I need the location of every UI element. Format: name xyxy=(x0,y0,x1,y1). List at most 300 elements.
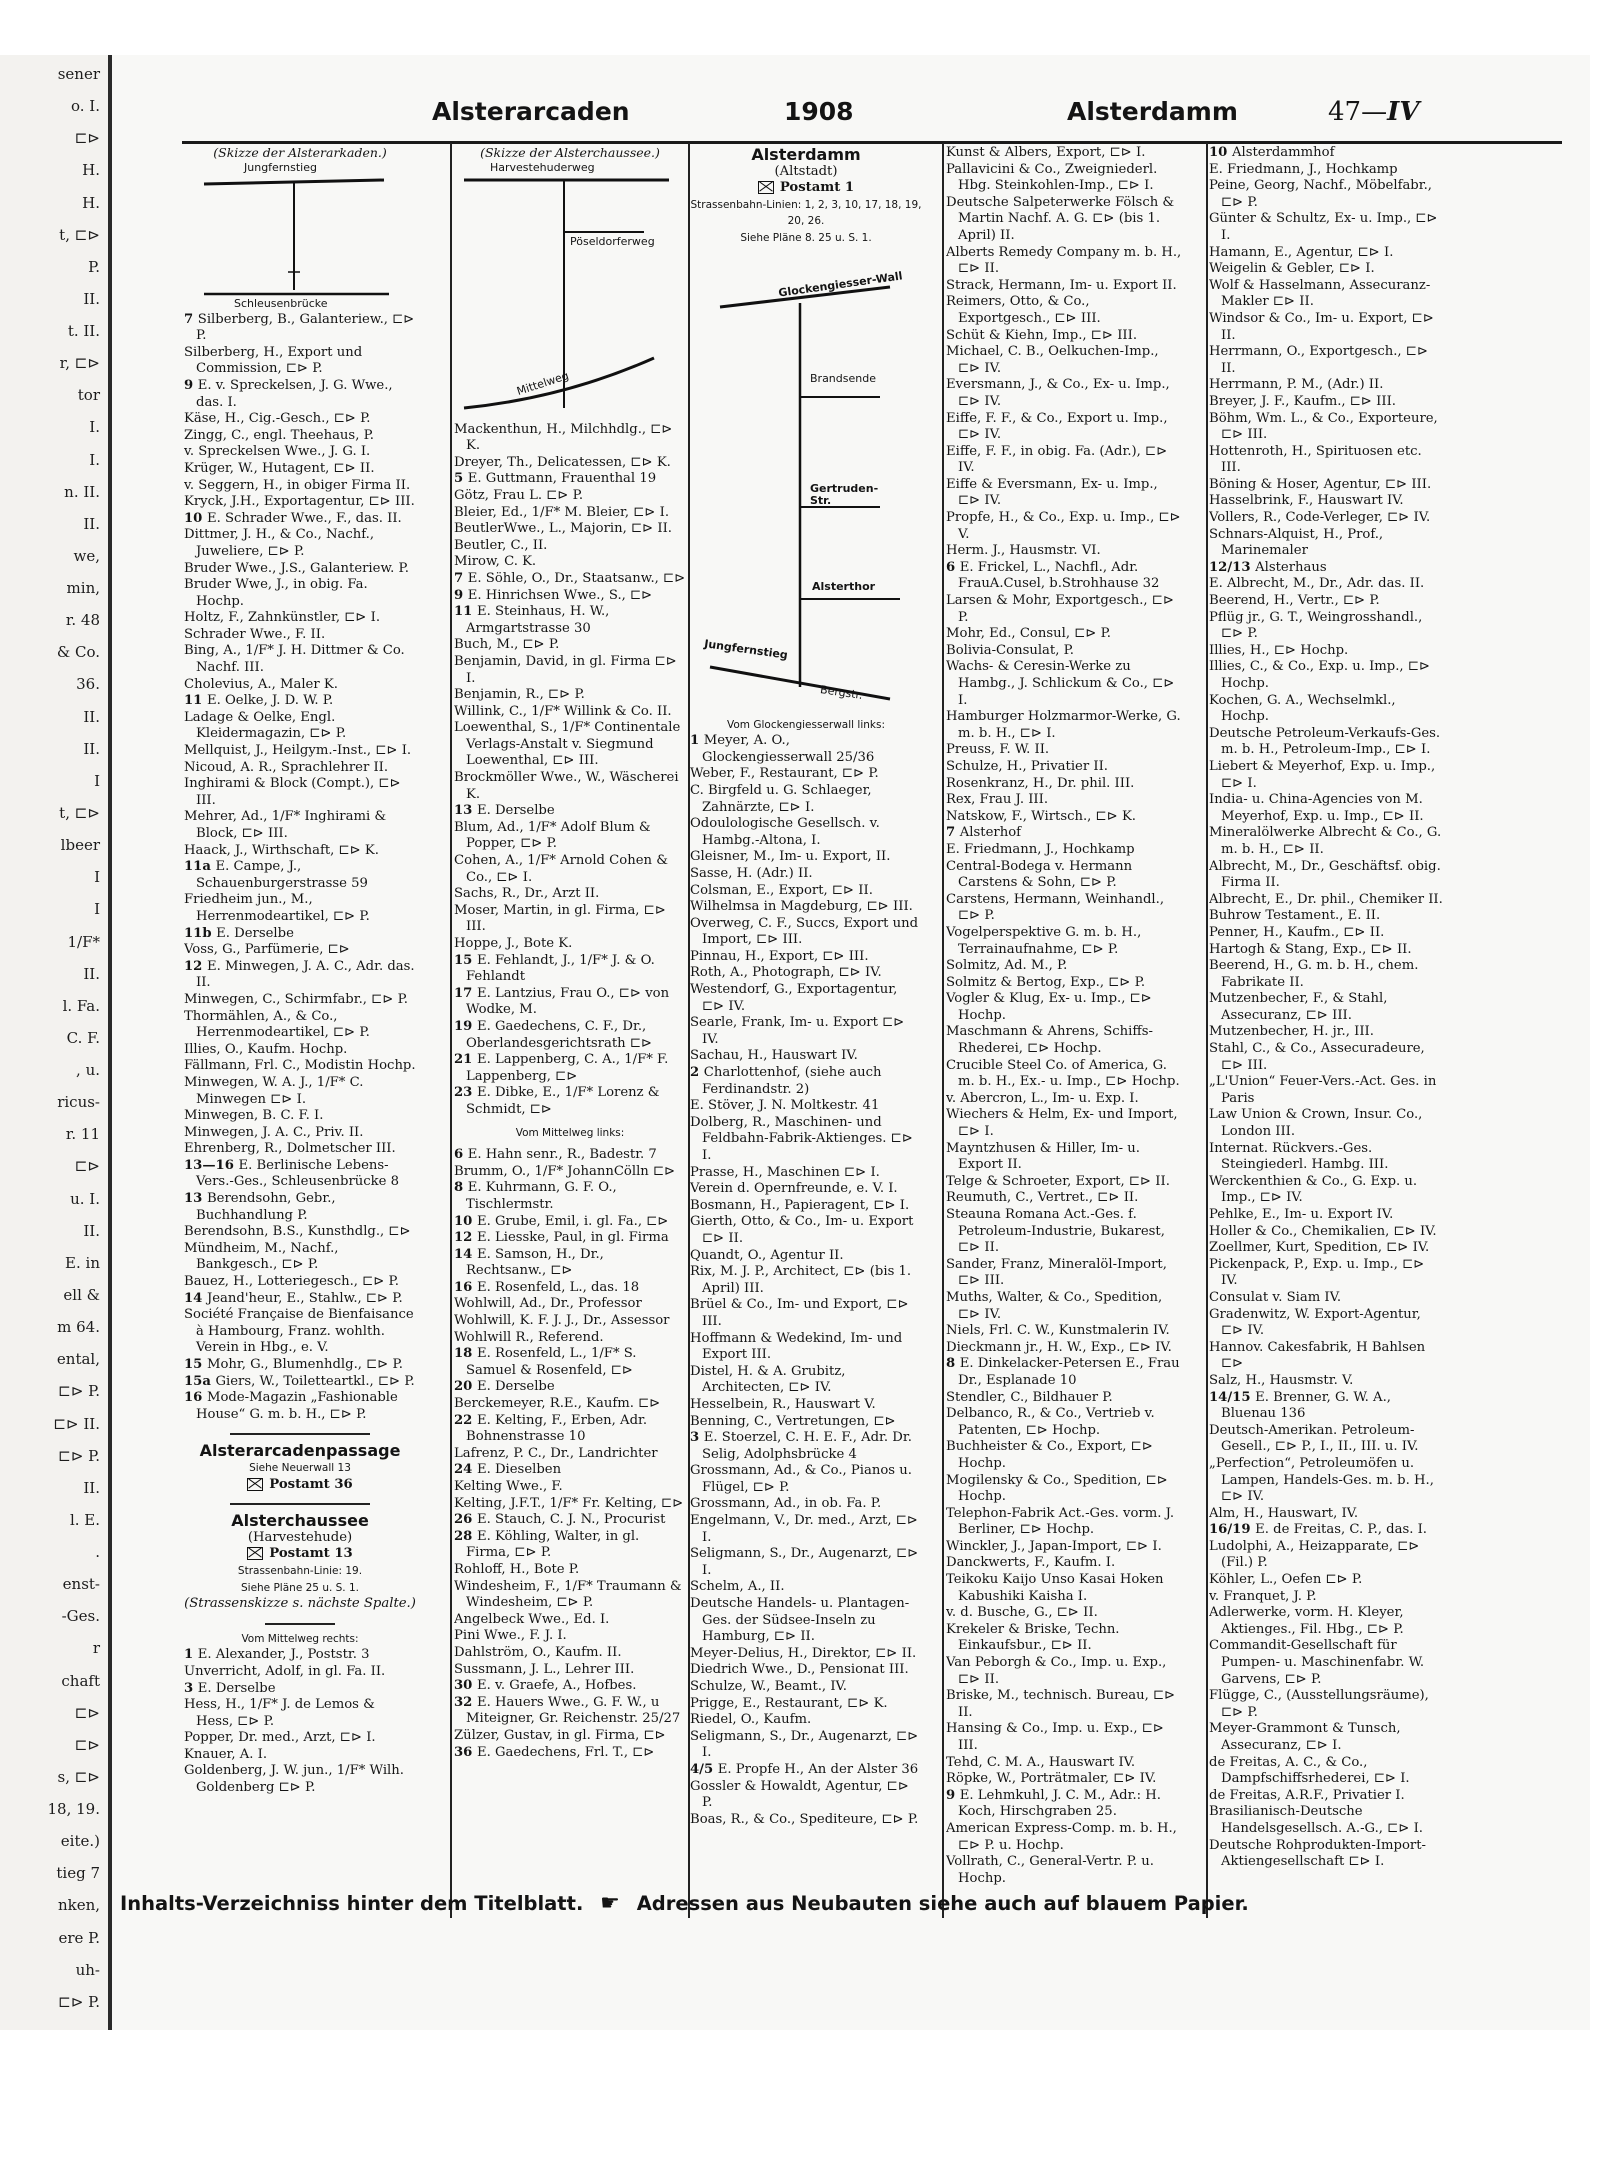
directory-entry xyxy=(1209,693,1445,726)
entry-text: Ehrenberg, R., Dolmetscher III. xyxy=(184,1141,396,1157)
directory-entry xyxy=(1209,1423,1445,1456)
footer-new-buildings-note: Adressen aus Neubauten siehe auch auf blauem Papier. xyxy=(636,1892,1249,1915)
house-number: 6 xyxy=(946,559,960,575)
sketch-label: Brandsende xyxy=(810,371,876,385)
running-header-year: 1908 xyxy=(784,97,854,126)
postamt: Postamt 1 xyxy=(690,180,922,197)
entry-text: Alsterhaus xyxy=(1255,559,1327,575)
entry-text: Hesselbein, R., Hauswart V. xyxy=(690,1396,876,1412)
house-number: 12/13 xyxy=(1209,559,1256,575)
footer-index-note: Inhalts-Verzeichniss hinter dem Titelblatt. xyxy=(120,1892,584,1915)
directory-entry xyxy=(1209,859,1445,892)
edge-text-fragment: P. xyxy=(88,257,100,276)
entry-text: Kelting Wwe., F. xyxy=(454,1479,563,1494)
entry-text: Kunst & Albers, Export, ⊏⊳ I. xyxy=(946,145,1146,160)
entry-text: Hamann, E., Agentur, ⊏⊳ I. xyxy=(1209,244,1394,260)
directory-entry xyxy=(184,1307,416,1357)
directory-entry xyxy=(946,1622,1182,1655)
directory-entry xyxy=(946,1539,1182,1556)
entry-text: Deutsche Salpeterwerke Fölsch & Martin Nachf. A. G. ⊏⊳ (bis 1. April) II. xyxy=(946,194,1175,243)
directory-entry xyxy=(454,1164,686,1181)
entry-text: Eiffe & Eversmann, Ex- u. Imp., ⊏⊳ IV. xyxy=(946,476,1158,509)
directory-entry xyxy=(1209,1207,1445,1224)
entry-text: E. Rosenfeld, L., das. 18 xyxy=(476,1279,640,1295)
entry-text: Reimers, Otto, & Co., Exportgesch., ⊏⊳ III. xyxy=(946,294,1101,326)
sketch-note: (Strassenskizze s. nächste Spalte.) xyxy=(184,1596,416,1612)
entry-text: Albrecht, M., Dr., Geschäftsf. obig. Firma II. xyxy=(1209,858,1441,891)
edge-text-fragment: I xyxy=(94,868,100,887)
entry-text: Zingg, C., engl. Theehaus, P. xyxy=(184,427,374,443)
direction-label: Vom Glockengiesserwall links: xyxy=(727,718,885,731)
entry-text: Eiffe, F. F., & Co., Export u. Imp., ⊏⊳ IV. xyxy=(946,410,1168,443)
entry-text: Dittmer, J. H., & Co., Nachf., Juweliere, ⊏⊳ P. xyxy=(184,527,375,559)
directory-entry xyxy=(454,1346,686,1379)
entry-text: Schüt & Kiehn, Imp., ⊏⊳ III. xyxy=(946,327,1138,343)
entry-text: Knauer, A. I. xyxy=(184,1746,268,1762)
house-number: 16/19 xyxy=(1209,1522,1256,1538)
entry-text: E. Grube, Emil, i. gl. Fa., ⊏⊳ xyxy=(476,1213,669,1229)
entry-text: Krüger, W., Hutagent, ⊏⊳ II. xyxy=(184,460,375,476)
entry-text: E. Lantzius, Frau O., ⊏⊳ von Wodke, M. xyxy=(466,985,670,1018)
house-number: 13—16 xyxy=(184,1157,239,1173)
edge-text-fragment: r. 11 xyxy=(65,1125,100,1144)
entry-text: Bauez, H., Lotteriegesch., ⊏⊳ P. xyxy=(184,1274,399,1290)
edge-text-fragment: I xyxy=(94,900,100,919)
entry-text: Salz, H., Hausmstr. V. xyxy=(1209,1372,1354,1388)
directory-entry xyxy=(946,892,1182,925)
directory-entry xyxy=(184,843,416,860)
directory-entry xyxy=(1209,560,1445,577)
edge-text-fragment: nken, xyxy=(57,1896,100,1915)
entry-text: Stendler, C., Bildhauer P. xyxy=(946,1389,1113,1405)
directory-entry xyxy=(946,1854,1182,1887)
directory-entry xyxy=(454,1296,686,1313)
entry-text: Eversmann, J., & Co., Ex- u. Imp., ⊏⊳ IV. xyxy=(946,377,1170,409)
directory-entry xyxy=(1209,261,1445,278)
entry-text: Schulze, W., Beamt., IV. xyxy=(690,1679,847,1694)
directory-entry xyxy=(946,1771,1182,1788)
directory-entry xyxy=(454,687,686,704)
directory-entry xyxy=(690,866,922,883)
edge-text-fragment: II. xyxy=(83,514,100,533)
edge-text-fragment: C. F. xyxy=(66,1028,100,1047)
entry-text: Wolf & Hasselmann, Assecuranz-Makler ⊏⊳ II. xyxy=(1209,277,1431,310)
directory-entry xyxy=(454,637,686,654)
directory-entry xyxy=(946,145,1182,162)
directory-entry xyxy=(690,766,922,783)
entry-text: Delbanco, R., & Co., Vertrieb v. Patenten, ⊏⊳ Hochp. xyxy=(946,1406,1155,1438)
directory-entry xyxy=(184,892,416,925)
entry-text: Riedel, O., Kaufm. xyxy=(690,1712,812,1728)
edge-text-fragment: r, ⊏⊳ xyxy=(59,354,100,373)
directory-entry xyxy=(184,561,416,578)
street-heading: Alsterdamm xyxy=(751,145,861,164)
edge-text-fragment: H. xyxy=(82,193,100,212)
entry-text: E. Dieselben xyxy=(476,1462,562,1478)
directory-entry xyxy=(454,455,686,472)
directory-entry xyxy=(184,1357,416,1374)
sketch-title: (Skizze der Alsterchaussee.) xyxy=(480,145,660,160)
entry-text: Mineralölwerke Albrecht & Co., G. m. b. H., ⊏⊳ II. xyxy=(1209,825,1442,857)
edge-text-fragment: , u. xyxy=(76,1061,100,1080)
entry-text: American Express-Comp. m. b. H., ⊏⊳ P. u. Hochp. xyxy=(946,1820,1177,1853)
edge-text-fragment: lbeer xyxy=(60,836,100,855)
entry-text: Steauna Romana Act.-Ges. f. Petroleum-Industrie, Bukarest, ⊏⊳ II. xyxy=(946,1207,1165,1256)
directory-entry xyxy=(690,733,922,766)
directory-entry xyxy=(946,328,1182,345)
entry-text: Deutsche Petroleum-Verkaufs-Ges. m. b. H., Petroleum-Imp., ⊏⊳ I. xyxy=(1209,725,1441,758)
entry-text: India- u. China-Agencies von M. Meyerhof, Exp. u. Imp., ⊏⊳ II. xyxy=(1209,792,1424,824)
directory-entry xyxy=(1209,527,1445,560)
directory-entry xyxy=(690,1779,922,1812)
entry-text: Vogelperspektive G. m. b. H., Terrainaufnahme, ⊏⊳ P. xyxy=(946,924,1142,957)
directory-entry xyxy=(454,1645,686,1662)
entry-text: Commandit-Gesellschaft für Pumpen- u. Maschinenfabr. W. Garvens, ⊏⊳ P. xyxy=(1209,1638,1425,1687)
entry-text: „Perfection“, Petroleumöfen u. Lampen, Handels-Ges. m. b. H., ⊏⊳ IV. xyxy=(1209,1455,1434,1505)
house-number: 32 xyxy=(454,1694,477,1710)
house-number: 9 xyxy=(946,1787,960,1803)
house-number: 6 xyxy=(454,1147,468,1163)
directory-entry xyxy=(946,776,1182,793)
house-number: 7 xyxy=(946,825,960,841)
directory-entry xyxy=(454,1379,686,1396)
entry-text: E. Rosenfeld, L., 1/F* S. Samuel & Rosenfeld, ⊏⊳ xyxy=(466,1346,637,1378)
directory-entry xyxy=(454,820,686,853)
entry-text: v. Seggern, H., in obiger Firma II. xyxy=(184,477,411,493)
edge-text-fragment: we, xyxy=(73,546,100,565)
address-list xyxy=(1209,145,1445,1871)
directory-entry xyxy=(1209,1605,1445,1638)
entry-text: Seligmann, S., Dr., Augenarzt, ⊏⊳ I. xyxy=(690,1546,919,1578)
entry-text: Penner, H., Kaufm., ⊏⊳ II. xyxy=(1209,924,1385,940)
directory-entry xyxy=(946,1207,1182,1257)
directory-entry xyxy=(690,965,922,982)
entry-text: Reumuth, C., Vertret., ⊏⊳ II. xyxy=(946,1190,1139,1206)
entry-text: Minwegen, B. C. F. I. xyxy=(184,1108,324,1124)
directory-entry xyxy=(690,1214,922,1247)
directory-entry xyxy=(690,1115,922,1165)
entry-text: Solmitz & Bertog, Exp., ⊏⊳ P. xyxy=(946,974,1146,990)
directory-entry xyxy=(690,1264,922,1297)
directory-entry xyxy=(184,627,416,644)
entry-text: Prigge, E., Restaurant, ⊏⊳ K. xyxy=(690,1695,888,1711)
entry-text: E. Hinrichsen Wwe., S., ⊏⊳ xyxy=(467,587,653,603)
house-number: 21 xyxy=(454,1052,477,1068)
directory-entry xyxy=(690,916,922,949)
directory-entry xyxy=(184,710,416,743)
directory-entry xyxy=(454,1214,686,1231)
header-rule xyxy=(182,141,1562,144)
edge-text-fragment: ⊏⊳ P. xyxy=(58,1382,100,1401)
column-divider xyxy=(1206,143,1208,1918)
entry-text: Mackenthun, H., Milchhdlg., ⊏⊳ K. xyxy=(454,421,673,454)
directory-entry xyxy=(184,461,416,478)
directory-entry xyxy=(454,1230,686,1247)
directory-entry xyxy=(454,1562,686,1579)
entry-text: Vollers, R., Code-Verleger, ⊏⊳ IV. xyxy=(1209,510,1431,526)
directory-entry xyxy=(946,444,1182,477)
entry-text: Berendsohn, Gebr., Buchhandlung P. xyxy=(196,1191,336,1223)
edge-text-fragment: I. xyxy=(89,418,100,437)
directory-entry xyxy=(1209,510,1445,527)
entry-text: Götz, Frau L. ⊏⊳ P. xyxy=(454,487,584,503)
directory-entry xyxy=(1209,278,1445,311)
entry-text: Käse, H., Cig.-Gesch., ⊏⊳ P. xyxy=(184,411,371,427)
directory-entry xyxy=(454,1612,686,1629)
entry-text: Meyer-Grammont & Tunsch, Assecuranz, ⊏⊳ I. xyxy=(1209,1721,1401,1753)
directory-entry xyxy=(1209,576,1445,593)
entry-text: Rohloff, H., Bote P. xyxy=(454,1561,580,1577)
house-number: 24 xyxy=(454,1462,477,1478)
directory-entry xyxy=(454,571,686,588)
entry-text: Inghirami & Block (Compt.), ⊏⊳ III. xyxy=(184,776,401,808)
directory-entry xyxy=(454,1413,686,1446)
entry-text: Holler & Co., Chemikalien, ⊏⊳ IV. xyxy=(1209,1223,1437,1239)
entry-text: Illies, C., & Co., Exp. u. Imp., ⊏⊳ Hochp. xyxy=(1209,659,1431,691)
directory-entry xyxy=(184,444,416,461)
directory-entry xyxy=(184,378,416,411)
separator-rule xyxy=(230,1433,369,1435)
directory-entry xyxy=(454,1695,686,1728)
directory-entry xyxy=(184,312,416,345)
edge-text-fragment: u. I. xyxy=(70,1189,100,1208)
separator-rule xyxy=(230,1503,369,1505)
district-label: (Harvestehude) xyxy=(247,1529,353,1545)
entry-text: E. Stöver, J. N. Moltkestr. 41 xyxy=(690,1098,880,1114)
directory-entry xyxy=(1209,493,1445,510)
entry-text: Bosmann, H., Papieragent, ⊏⊳ I. xyxy=(690,1197,910,1213)
tram-lines: Strassenbahn-Linien: 1, 2, 3, 10, 17, 18, 19, 20, 26. xyxy=(690,198,922,228)
entry-text: E. Friedmann, J., Hochkamp xyxy=(1209,161,1398,177)
entry-text: Sasse, H. (Adr.) II. xyxy=(690,865,813,881)
entry-text: Herm. J., Hausmstr. VI. xyxy=(946,543,1101,559)
entry-text: E. Albrecht, M., Dr., Adr. das. II. xyxy=(1209,576,1425,592)
entry-text: E. Hauers Wwe., G. F. W., u Miteigner, Gr. Reichenstr. 25/27 xyxy=(466,1694,681,1727)
entry-text: Böning & Hoser, Agentur, ⊏⊳ III. xyxy=(1209,476,1432,492)
house-number: 28 xyxy=(454,1528,477,1544)
directory-entry xyxy=(184,1141,416,1158)
entry-text: Beutler, C., II. xyxy=(454,537,548,553)
directory-entry xyxy=(184,1374,416,1391)
entry-text: E. Liesske, Paul, in gl. Firma xyxy=(476,1230,669,1246)
edge-text-fragment: eite.) xyxy=(60,1832,100,1851)
directory-entry xyxy=(1209,162,1445,179)
entry-text: Hess, H., 1/F* J. de Lemos & Hess, ⊏⊳ P. xyxy=(184,1697,375,1729)
entry-text: E. Dinkelacker-Petersen E., Frau Dr., Esplanade 10 xyxy=(958,1356,1180,1388)
directory-entry xyxy=(1209,1373,1445,1390)
house-number: 23 xyxy=(454,1085,477,1101)
directory-entry xyxy=(1209,1522,1445,1539)
entry-text: Mutzenbecher, F., & Stahl, Assecuranz, ⊏⊳ III. xyxy=(1209,991,1388,1023)
entry-text: Sachau, H., Hauswart IV. xyxy=(690,1048,858,1064)
column-2 xyxy=(454,145,686,1915)
postamt: Postamt 36 xyxy=(184,1477,416,1494)
sketch-label-bottom: Schleusenbrücke xyxy=(234,296,328,310)
directory-entry xyxy=(1209,825,1445,858)
entry-text: Cohen, A., 1/F* Arnold Cohen & Co., ⊏⊳ I. xyxy=(454,853,668,885)
entry-text: Searle, Frank, Im- u. Export ⊏⊳ IV. xyxy=(690,1015,905,1047)
entry-text: Hottenroth, H., Spirituosen etc. III. xyxy=(1209,443,1422,476)
directory-entry xyxy=(690,1729,922,1762)
directory-entry xyxy=(1209,1024,1445,1041)
edge-text-fragment: H. xyxy=(82,161,100,180)
entry-text: Peine, Georg, Nachf., Möbelfabr., ⊏⊳ P. xyxy=(1209,178,1432,210)
entry-text: Moser, Martin, in gl. Firma, ⊏⊳ III. xyxy=(454,902,666,935)
edge-text-fragment: 36. xyxy=(76,675,100,694)
directory-entry xyxy=(184,1224,416,1241)
street-heading: Alsterchaussee xyxy=(231,1511,369,1531)
house-number: 18 xyxy=(454,1346,477,1362)
house-number: 26 xyxy=(454,1512,477,1528)
entry-text: Benjamin, David, in gl. Firma ⊏⊳ I. xyxy=(454,653,677,686)
directory-entry xyxy=(1209,792,1445,825)
district-label: (Altstadt) xyxy=(774,163,838,179)
entry-text: E. Derselbe xyxy=(476,1379,555,1395)
running-header-right: Alsterdamm xyxy=(1067,97,1238,126)
edge-text-fragment: II. xyxy=(83,1221,100,1240)
sketch-label-bottom: Bergstr. xyxy=(819,682,864,702)
directory-entry xyxy=(946,162,1182,195)
directory-entry xyxy=(1209,1390,1445,1423)
entry-text: Röpke, W., Porträtmaler, ⊏⊳ IV. xyxy=(946,1771,1157,1787)
column-divider xyxy=(942,143,944,1918)
entry-text: E. Dibke, E., 1/F* Lorenz & Schmidt, ⊏⊳ xyxy=(466,1085,660,1117)
house-number: 7 xyxy=(454,570,468,586)
sketch-label-top: Harvestehuderweg xyxy=(490,160,595,174)
entry-text: E. Derselbe xyxy=(476,803,555,819)
entry-text: Mellquist, J., Heilgym.-Inst., ⊏⊳ I. xyxy=(184,743,412,759)
entry-text: Muths, Walter, & Co., Spedition, ⊏⊳ IV. xyxy=(946,1289,1163,1322)
directory-entry xyxy=(690,1015,922,1048)
street-sketch-lines xyxy=(184,162,416,312)
directory-entry xyxy=(1209,1456,1445,1506)
directory-entry xyxy=(454,654,686,687)
entry-text: Eiffe, F. F., in obig. Fa. (Adr.), ⊏⊳ IV. xyxy=(946,443,1168,476)
directory-entry xyxy=(454,1662,686,1679)
house-number: 19 xyxy=(454,1018,477,1034)
directory-entry xyxy=(454,1180,686,1213)
entry-text: Krekeler & Briske, Techn. Einkaufsbur., ⊏⊳ II. xyxy=(946,1621,1120,1654)
directory-entry xyxy=(690,1679,922,1696)
edge-text-fragment: m 64. xyxy=(57,1318,100,1337)
entry-text: Mutzenbecher, H. jr., III. xyxy=(1209,1024,1374,1040)
entry-text: E. Schrader Wwe., F., das. II. xyxy=(206,510,402,526)
entry-text: E. Brenner, G. W. A., Bluenau 136 xyxy=(1221,1389,1391,1422)
entry-text: Berckemeyer, R.E., Kaufm. ⊏⊳ xyxy=(454,1396,661,1412)
directory-entry xyxy=(1209,1572,1445,1589)
entry-text: Ladage & Oelke, Engl. Kleidermagazin, ⊏⊳ P. xyxy=(184,709,347,742)
directory-entry xyxy=(184,1747,416,1764)
directory-entry xyxy=(946,1091,1182,1108)
directory-entry xyxy=(946,477,1182,510)
directory-entry xyxy=(1209,726,1445,759)
entry-text: E. Frickel, L., Nachfl., Adr. FrauA.Cusel, b.Strohhause 32 xyxy=(958,559,1160,592)
entry-text: Prasse, H., Maschinen ⊏⊳ I. xyxy=(690,1164,880,1180)
entry-text: BeutlerWwe., L., Majorin, ⊏⊳ II. xyxy=(454,521,672,537)
entry-text: Wohlwill R., Referend. xyxy=(454,1329,604,1345)
directory-entry xyxy=(1209,908,1445,925)
plan-reference: Siehe Pläne 25 u. S. 1. xyxy=(240,1581,360,1594)
directory-entry xyxy=(946,377,1182,410)
directory-entry xyxy=(946,792,1182,809)
edge-text-fragment: ental, xyxy=(56,1350,100,1369)
edge-text-fragment: chaft xyxy=(61,1671,100,1690)
directory-entry xyxy=(946,809,1182,826)
directory-entry xyxy=(946,643,1182,660)
entry-text: Minwegen, C., Schirmfabr., ⊏⊳ P. xyxy=(184,991,408,1007)
directory-entry xyxy=(690,1546,922,1579)
entry-text: Mirow, C. K. xyxy=(454,554,537,570)
directory-entry xyxy=(946,925,1182,958)
entry-text: Telephon-Fabrik Act.-Ges. vorm. J. Berliner, ⊏⊳ Hochp. xyxy=(946,1505,1175,1538)
directory-entry xyxy=(454,604,686,637)
entry-text: Danckwerts, F., Kaufm. I. xyxy=(946,1555,1116,1571)
entry-text: Schrader Wwe., F. II. xyxy=(184,626,326,642)
house-number: 14/15 xyxy=(1209,1389,1256,1405)
entry-text: Unverricht, Adolf, in gl. Fa. II. xyxy=(184,1663,386,1679)
directory-entry xyxy=(184,1075,416,1108)
directory-entry xyxy=(690,1065,922,1098)
entry-text: Schnars-Alquist, H., Prof., Marinemaler xyxy=(1209,526,1384,559)
directory-entry xyxy=(1209,444,1445,477)
entry-text: Westendorf, G., Exportagentur, ⊏⊳ IV. xyxy=(690,982,898,1014)
entry-text: Telge & Schroeter, Export, ⊏⊳ II. xyxy=(946,1173,1170,1189)
postamt: Postamt 13 xyxy=(184,1546,416,1563)
entry-text: E. Derselbe xyxy=(197,1680,276,1696)
street-sketch-lines xyxy=(454,162,686,422)
entry-text: E. Minwegen, J. A. C., Adr. das. II. xyxy=(196,958,415,991)
house-number: 10 xyxy=(454,1213,477,1229)
directory-entry xyxy=(454,588,686,605)
entry-text: Liebert & Meyerhof, Exp. u. Imp., ⊏⊳ I. xyxy=(1209,758,1436,791)
entry-text: E. Kuhrmann, G. F. O., Tischlermstr. xyxy=(466,1180,617,1212)
entry-text: Engelmann, V., Dr. med., Arzt, ⊏⊳ I. xyxy=(690,1513,918,1545)
entry-text: Silberberg, B., Galanteriew., ⊏⊳ P. xyxy=(196,311,415,344)
directory-entry xyxy=(1209,1539,1445,1572)
directory-entry xyxy=(184,1647,416,1664)
entry-text: Hannov. Cakesfabrik, H Bahlsen ⊏⊳ xyxy=(1209,1339,1426,1372)
directory-entry xyxy=(946,1755,1182,1772)
directory-entry xyxy=(690,1397,922,1414)
directory-entry xyxy=(1209,344,1445,377)
directory-entry xyxy=(184,1158,416,1191)
directory-entry xyxy=(184,942,416,959)
directory-entry xyxy=(690,1414,922,1431)
house-number: 11 xyxy=(184,693,207,709)
entry-text: „L'Union“ Feuer-Vers.-Act. Ges. in Paris xyxy=(1209,1074,1437,1106)
mail-icon xyxy=(758,181,774,194)
directory-entry xyxy=(1209,211,1445,244)
directory-entry xyxy=(454,1052,686,1085)
directory-entry xyxy=(184,1042,416,1059)
edge-text-fragment: & Co. xyxy=(56,643,100,662)
directory-entry xyxy=(1209,1788,1445,1805)
edge-text-fragment: ⊏⊳ II. xyxy=(53,1414,100,1433)
directory-entry xyxy=(946,742,1182,759)
directory-entry xyxy=(454,1330,686,1347)
directory-entry xyxy=(690,1165,922,1182)
entry-text: Breyer, J. F., Kaufm., ⊏⊳ III. xyxy=(1209,393,1396,409)
directory-entry xyxy=(946,593,1182,626)
house-number: 15a xyxy=(184,1373,216,1389)
entry-text: v. Abercron, L., Im- u. Exp. I. xyxy=(946,1090,1139,1106)
entry-text: Teikoku Kaijo Unso Kasai Hoken Kabushiki Kaisha I. xyxy=(946,1572,1164,1604)
directory-entry xyxy=(454,770,686,803)
entry-text: Brasilianisch-Deutsche Handelsgesellsch. A.-G., ⊏⊳ I. xyxy=(1209,1804,1423,1836)
entry-text: Mogilensky & Co., Spedition, ⊏⊳ Hochp. xyxy=(946,1472,1168,1505)
edge-text-fragment: l. Fa. xyxy=(62,996,100,1015)
entry-text: Illies, O., Kaufm. Hochp. xyxy=(184,1041,348,1057)
